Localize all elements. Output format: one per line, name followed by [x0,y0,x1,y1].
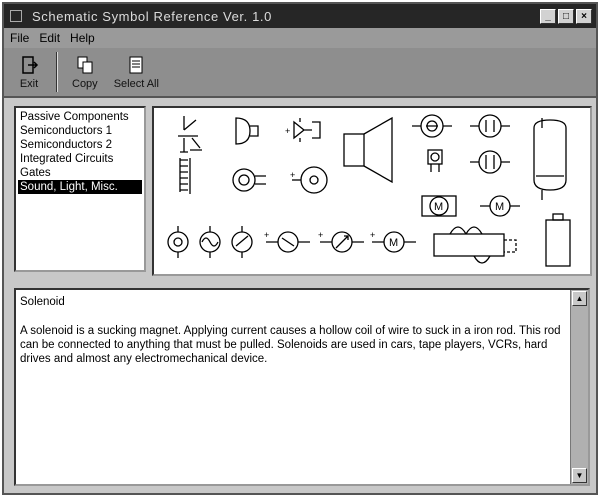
menu-bar [4,28,596,48]
menu-help[interactable]: Help [70,31,95,45]
lamp-symbol[interactable] [412,115,452,137]
neon-lamp-symbol[interactable] [470,115,510,137]
symbol-gallery [152,106,592,276]
plus-sign: + [264,230,270,240]
plus-sign: + [318,230,324,240]
galvanometer-symbol[interactable] [264,230,310,252]
motor-symbol[interactable] [422,196,456,216]
plus-sign: + [285,126,291,136]
plus-sign: + [290,170,296,180]
title-bar[interactable] [4,4,596,28]
description-title: Solenoid [20,296,65,308]
solenoid-symbol[interactable] [434,227,516,263]
buzzer-symbol[interactable] [236,118,258,144]
minimize-button[interactable]: _ [540,9,556,24]
category-semiconductors-1[interactable]: Semiconductors 1 [20,125,113,137]
ammeter-symbol[interactable] [318,230,364,252]
dc-motor-symbol[interactable] [370,230,416,252]
category-sound-light-misc[interactable]: Sound, Light, Misc. [18,180,142,194]
ac-source-symbol[interactable] [200,226,220,258]
voltmeter-symbol[interactable] [168,226,188,258]
motor-label: M [389,237,399,249]
select-all-label: Select All [113,78,159,90]
menu-edit[interactable]: Edit [39,31,61,45]
transformer-coil-symbol[interactable] [180,158,190,194]
maximize-button[interactable]: □ [558,9,574,24]
toolbar [4,48,596,98]
category-integrated-circuits[interactable]: Integrated Circuits [20,153,114,165]
plus-sign: + [370,230,376,240]
copy-button[interactable] [72,54,98,90]
neon-bulb-symbol[interactable] [470,151,510,173]
copy-label: Copy [72,78,98,90]
select-all-icon [125,54,147,76]
copy-icon [74,54,96,76]
speaker-symbol[interactable] [344,118,392,182]
oscillator-symbol[interactable] [232,226,252,258]
category-list[interactable] [14,106,146,272]
motor-symbol-2[interactable] [480,196,520,216]
description-panel [14,288,590,486]
select-all-button[interactable] [114,54,159,90]
app-window [2,2,598,495]
earphone-symbol[interactable] [290,167,327,193]
vertical-scrollbar[interactable] [570,290,588,484]
motor-label: M [495,201,505,213]
scroll-up-arrow-icon[interactable]: ▲ [572,291,587,306]
microphone-symbol[interactable] [233,169,266,191]
app-icon[interactable] [10,10,22,22]
close-button[interactable]: × [576,9,592,24]
category-gates[interactable]: Gates [20,167,51,179]
vacuum-tube-symbol[interactable] [534,118,566,200]
toolbar-separator [56,52,58,92]
category-semiconductors-2[interactable]: Semiconductors 2 [20,139,113,151]
exit-label: Exit [19,78,39,90]
window-title: Schematic Symbol Reference Ver. 1.0 [32,8,272,24]
relay-switch-symbol[interactable] [178,116,202,152]
battery-symbol[interactable] [546,214,570,266]
menu-file[interactable]: File [10,31,30,45]
scroll-down-arrow-icon[interactable]: ▼ [572,468,587,483]
exit-door-icon [18,54,40,76]
description-text: A solenoid is a sucking magnet. Applying current causes a hollow coil of wire to suck in a iron rod. This rod can be connected to anything that must be pulled. Solenoids are used in cars, tape players, VCRs, hard drives and almost any electromechanical device. [20,325,561,365]
piezo-symbol[interactable] [285,118,320,142]
category-passive-components[interactable]: Passive Components [20,111,129,123]
motor-label: M [434,201,444,213]
exit-button[interactable] [18,54,40,90]
led-lamp-symbol[interactable] [428,150,442,172]
